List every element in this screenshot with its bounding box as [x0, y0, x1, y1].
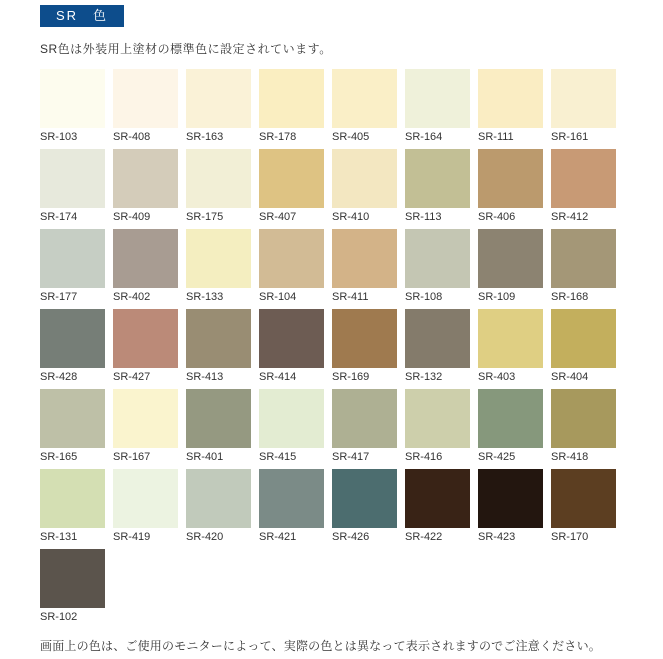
swatch-label: SR-104 — [259, 291, 297, 303]
color-swatch — [551, 469, 616, 528]
swatch-label: SR-161 — [551, 131, 589, 143]
color-swatch — [186, 309, 251, 368]
color-swatch — [405, 149, 470, 208]
swatch-cell — [259, 229, 324, 304]
swatch-cell — [259, 389, 324, 464]
swatch-label: SR-102 — [40, 611, 78, 623]
swatch-cell — [259, 469, 324, 544]
swatch-cell — [113, 389, 178, 464]
swatch-cell — [332, 469, 397, 544]
color-swatch — [40, 69, 105, 128]
color-swatch — [113, 149, 178, 208]
swatch-cell — [332, 149, 397, 224]
swatch-cell — [40, 309, 105, 384]
swatch-label: SR-131 — [40, 531, 78, 543]
color-swatch — [332, 149, 397, 208]
swatch-cell — [551, 229, 616, 304]
swatch-label: SR-164 — [405, 131, 443, 143]
swatch-label: SR-175 — [186, 211, 224, 223]
swatch-cell — [478, 69, 543, 144]
swatch-cell — [332, 69, 397, 144]
color-swatch — [40, 309, 105, 368]
swatch-cell — [332, 389, 397, 464]
swatch-cell — [186, 389, 251, 464]
color-swatch — [40, 549, 105, 608]
swatch-label: SR-415 — [259, 451, 297, 463]
color-swatch — [332, 69, 397, 128]
swatch-cell — [259, 69, 324, 144]
swatch-label: SR-403 — [478, 371, 516, 383]
swatch-label: SR-408 — [113, 131, 151, 143]
color-swatch — [551, 149, 616, 208]
swatch-label: SR-411 — [332, 291, 369, 303]
swatch-cell — [40, 549, 105, 624]
swatch-cell — [186, 469, 251, 544]
swatch-label: SR-407 — [259, 211, 297, 223]
swatch-cell — [113, 309, 178, 384]
palette-description: SR色は外装用上塗材の標準色に設定されています。 — [40, 42, 332, 56]
swatch-label: SR-404 — [551, 371, 589, 383]
swatch-label: SR-133 — [186, 291, 224, 303]
color-swatch — [259, 389, 324, 448]
color-swatch — [113, 389, 178, 448]
color-swatch — [332, 309, 397, 368]
swatch-cell — [259, 149, 324, 224]
swatch-label: SR-426 — [332, 531, 370, 543]
swatch-label: SR-132 — [405, 371, 443, 383]
color-swatch — [332, 469, 397, 528]
swatch-label: SR-168 — [551, 291, 589, 303]
color-swatch — [405, 309, 470, 368]
swatch-label: SR-419 — [113, 531, 151, 543]
swatch-label: SR-103 — [40, 131, 78, 143]
swatch-label: SR-170 — [551, 531, 589, 543]
color-swatch — [551, 309, 616, 368]
page-title: SR 色 — [40, 5, 124, 27]
swatch-cell — [113, 69, 178, 144]
swatch-label: SR-427 — [113, 371, 151, 383]
swatch-label: SR-413 — [186, 371, 224, 383]
swatch-cell — [186, 309, 251, 384]
swatch-label: SR-406 — [478, 211, 516, 223]
color-swatch — [113, 469, 178, 528]
swatch-label: SR-422 — [405, 531, 443, 543]
swatch-label: SR-425 — [478, 451, 516, 463]
swatch-cell — [478, 469, 543, 544]
swatch-cell — [40, 469, 105, 544]
color-swatch — [259, 149, 324, 208]
swatch-cell — [405, 309, 470, 384]
swatch-cell — [113, 469, 178, 544]
color-swatch — [478, 69, 543, 128]
swatch-label: SR-402 — [113, 291, 151, 303]
swatch-label: SR-111 — [478, 131, 514, 143]
color-swatch — [186, 229, 251, 288]
swatch-cell — [551, 469, 616, 544]
color-swatch — [259, 69, 324, 128]
color-swatch — [551, 389, 616, 448]
swatch-cell — [551, 149, 616, 224]
color-swatch — [478, 229, 543, 288]
swatch-cell — [113, 149, 178, 224]
swatch-label: SR-108 — [405, 291, 443, 303]
color-swatch — [113, 69, 178, 128]
color-swatch — [186, 469, 251, 528]
color-swatch — [478, 149, 543, 208]
color-swatch — [186, 69, 251, 128]
swatch-cell — [551, 69, 616, 144]
swatch-grid — [40, 69, 624, 624]
color-swatch — [551, 69, 616, 128]
color-swatch — [40, 149, 105, 208]
color-swatch — [332, 389, 397, 448]
swatch-label: SR-165 — [40, 451, 78, 463]
swatch-label: SR-421 — [259, 531, 297, 543]
swatch-label: SR-423 — [478, 531, 516, 543]
swatch-label: SR-417 — [332, 451, 370, 463]
swatch-cell — [332, 229, 397, 304]
color-swatch — [40, 229, 105, 288]
color-swatch — [259, 229, 324, 288]
color-swatch — [259, 309, 324, 368]
color-swatch — [478, 469, 543, 528]
swatch-cell — [40, 389, 105, 464]
color-swatch — [113, 309, 178, 368]
swatch-label: SR-418 — [551, 451, 589, 463]
swatch-label: SR-405 — [332, 131, 370, 143]
color-swatch — [40, 389, 105, 448]
swatch-cell — [405, 469, 470, 544]
color-swatch — [405, 69, 470, 128]
color-swatch — [40, 469, 105, 528]
swatch-label: SR-167 — [113, 451, 151, 463]
swatch-label: SR-178 — [259, 131, 297, 143]
swatch-cell — [478, 229, 543, 304]
swatch-label: SR-420 — [186, 531, 224, 543]
swatch-cell — [551, 389, 616, 464]
swatch-label: SR-416 — [405, 451, 443, 463]
swatch-cell — [405, 149, 470, 224]
color-swatch — [478, 389, 543, 448]
color-swatch — [405, 229, 470, 288]
swatch-label: SR-412 — [551, 211, 589, 223]
swatch-cell — [405, 229, 470, 304]
swatch-label: SR-169 — [332, 371, 370, 383]
swatch-label: SR-414 — [259, 371, 297, 383]
swatch-cell — [259, 309, 324, 384]
swatch-cell — [40, 149, 105, 224]
monitor-disclaimer: 画面上の色は、ご使用のモニターによって、実際の色とは異なって表示されますのでご注意ください。 — [40, 639, 601, 653]
swatch-cell — [405, 389, 470, 464]
swatch-label: SR-409 — [113, 211, 151, 223]
swatch-cell — [405, 69, 470, 144]
swatch-label: SR-174 — [40, 211, 78, 223]
swatch-cell — [478, 309, 543, 384]
color-swatch — [405, 469, 470, 528]
swatch-label: SR-113 — [405, 211, 442, 223]
swatch-label: SR-410 — [332, 211, 370, 223]
swatch-cell — [332, 309, 397, 384]
swatch-label: SR-177 — [40, 291, 78, 303]
color-swatch — [113, 229, 178, 288]
swatch-cell — [113, 229, 178, 304]
color-swatch — [186, 149, 251, 208]
swatch-cell — [40, 229, 105, 304]
swatch-cell — [186, 69, 251, 144]
swatch-cell — [551, 309, 616, 384]
color-swatch — [551, 229, 616, 288]
swatch-cell — [186, 149, 251, 224]
color-swatch — [186, 389, 251, 448]
color-swatch — [478, 309, 543, 368]
swatch-label: SR-401 — [186, 451, 224, 463]
swatch-label: SR-163 — [186, 131, 224, 143]
swatch-label: SR-428 — [40, 371, 78, 383]
color-swatch — [332, 229, 397, 288]
swatch-cell — [478, 389, 543, 464]
swatch-cell — [478, 149, 543, 224]
swatch-label: SR-109 — [478, 291, 516, 303]
color-swatch — [259, 469, 324, 528]
color-swatch — [405, 389, 470, 448]
swatch-cell — [186, 229, 251, 304]
swatch-cell — [40, 69, 105, 144]
